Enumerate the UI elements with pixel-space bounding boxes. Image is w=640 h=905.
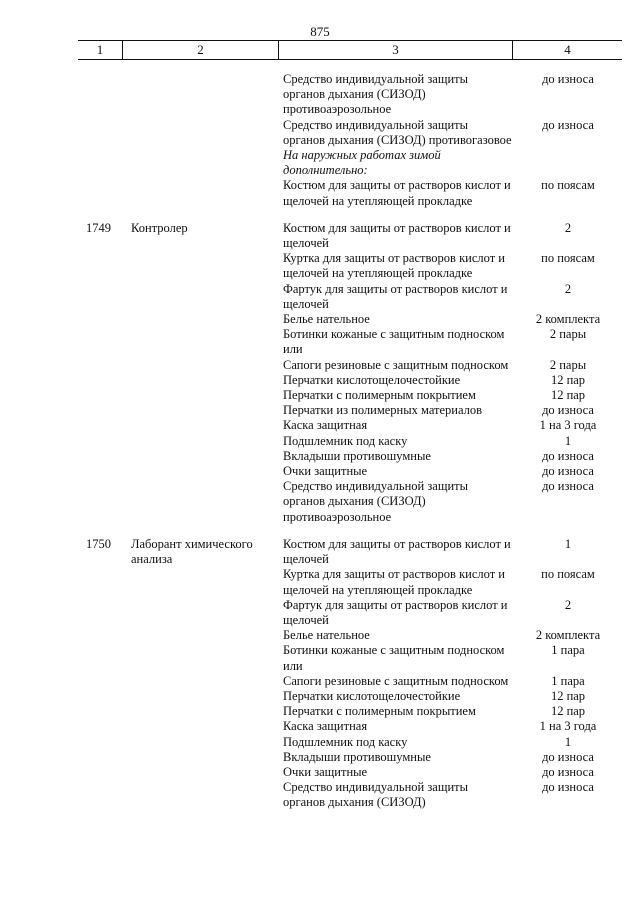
list-item xyxy=(283,750,623,765)
item-norm: до износа xyxy=(542,403,594,418)
item-name: Белье нательное xyxy=(283,312,370,327)
item-norm: 2 пары xyxy=(549,327,587,342)
item-name: Вкладыши противошумные xyxy=(283,448,431,463)
item-name: На наружных работах зимой дополнительно: xyxy=(283,148,441,178)
item-name: Перчатки из полимерных материалов xyxy=(283,403,483,418)
list-item xyxy=(283,719,623,734)
item-norm: 1 xyxy=(564,734,572,749)
table-row xyxy=(0,221,640,525)
item-name: Куртка для защиты от растворов кислот и щелочей на утепляющей прокладке xyxy=(283,251,505,281)
item-name: Средство индивидуальной защиты органов дыхания (СИЗОД) противоаэрозольное xyxy=(283,72,469,117)
item-norm: до износа xyxy=(542,780,594,795)
list-item xyxy=(283,434,623,449)
item-norm: 2 пары xyxy=(549,357,587,372)
list-item xyxy=(283,312,623,327)
item-name: Ботинки кожаные с защитным подноском или xyxy=(283,643,505,673)
item-name: Каска защитная xyxy=(283,418,368,433)
item-norm: до износа xyxy=(542,764,594,779)
item-norm: до износа xyxy=(542,448,594,463)
list-item xyxy=(283,449,623,464)
item-norm: до износа xyxy=(542,749,594,764)
list-item xyxy=(283,403,623,418)
item-name: Костюм для защиты от растворов кислот и щелочей xyxy=(283,220,511,251)
row-number: 1750 xyxy=(86,536,111,551)
item-norm: 12 пар xyxy=(550,372,586,387)
column-header-row xyxy=(78,40,622,60)
item-name: Сапоги резиновые с защитным подноском xyxy=(283,357,509,372)
profession-name: Контролер xyxy=(131,220,188,235)
item-norm: 1 на 3 года xyxy=(539,418,597,433)
item-norm: 2 xyxy=(564,281,572,296)
list-item xyxy=(283,118,623,148)
table-row xyxy=(0,72,640,209)
list-item xyxy=(283,178,623,208)
list-item xyxy=(283,780,623,810)
item-norm: 2 комплекта xyxy=(535,628,601,643)
item-name: Средство индивидуальной защиты органов дыхания (СИЗОД) противоаэрозольное xyxy=(283,479,469,524)
column-header-3: 3 xyxy=(278,41,512,59)
item-name: Фартук для защиты от растворов кислот и щелочей xyxy=(283,281,508,311)
list-item xyxy=(283,643,623,673)
list-item xyxy=(283,327,623,357)
list-item xyxy=(283,567,623,597)
item-norm: 12 пар xyxy=(550,388,586,403)
list-item xyxy=(283,221,623,251)
item-name: Фартук для защиты от растворов кислот и щелочей xyxy=(283,597,508,627)
item-name: Костюм для защиты от растворов кислот и щелочей xyxy=(283,536,511,567)
item-name: Подшлемник под каску xyxy=(283,433,408,448)
list-item xyxy=(283,282,623,312)
item-norm: 2 комплекта xyxy=(535,312,601,327)
item-norm: 2 xyxy=(564,597,572,612)
item-norm: по поясам xyxy=(541,178,595,193)
norms-table-body xyxy=(0,72,640,811)
column-header-4: 4 xyxy=(512,41,622,59)
item-norm: по поясам xyxy=(541,251,595,266)
item-name: Средство индивидуальной защиты органов дыхания (СИЗОД) xyxy=(283,780,469,810)
item-name: Средство индивидуальной защиты органов дыхания (СИЗОД) противогазовое xyxy=(283,117,512,147)
protection-items-list xyxy=(283,537,623,811)
item-name: Перчатки кислотощелочестойкие xyxy=(283,688,461,703)
item-norm: по поясам xyxy=(541,567,595,582)
item-norm: до износа xyxy=(542,464,594,479)
list-item xyxy=(283,537,623,567)
item-name: Вкладыши противошумные xyxy=(283,749,431,764)
list-item xyxy=(283,765,623,780)
protection-items-list xyxy=(283,221,623,525)
list-item xyxy=(283,373,623,388)
protection-items-list xyxy=(283,72,623,209)
list-item xyxy=(283,358,623,373)
list-item xyxy=(283,72,623,118)
item-name: Перчатки с полимерным покрытием xyxy=(283,704,476,719)
item-norm xyxy=(513,148,623,178)
list-item xyxy=(283,479,623,525)
item-name: Костюм для защиты от растворов кислот и щелочей на утепляющей прокладке xyxy=(283,178,511,208)
item-norm: до износа xyxy=(542,479,594,494)
list-item xyxy=(283,735,623,750)
item-name: Очки защитные xyxy=(283,764,368,779)
item-name: Перчатки с полимерным покрытием xyxy=(283,388,476,403)
list-item xyxy=(283,704,623,719)
item-name: Каска защитная xyxy=(283,719,368,734)
item-norm: 1 xyxy=(564,536,572,551)
item-name: Сапоги резиновые с защитным подноском xyxy=(283,673,509,688)
item-norm: 1 пара xyxy=(551,643,585,658)
item-norm: 2 xyxy=(564,220,572,235)
item-name: Подшлемник под каску xyxy=(283,734,408,749)
item-name: Куртка для защиты от растворов кислот и щелочей на утепляющей прокладке xyxy=(283,567,505,597)
item-norm: 12 пар xyxy=(550,704,586,719)
column-header-2: 2 xyxy=(122,41,278,59)
profession-name: Лаборант химического анализа xyxy=(131,536,253,566)
list-item xyxy=(283,628,623,643)
list-item xyxy=(283,598,623,628)
item-norm: 1 пара xyxy=(551,673,585,688)
item-norm: до износа xyxy=(542,117,594,132)
item-name: Перчатки кислотощелочестойкие xyxy=(283,372,461,387)
section-note xyxy=(283,148,623,178)
item-name: Очки защитные xyxy=(283,464,368,479)
table-row xyxy=(0,537,640,811)
list-item xyxy=(283,388,623,403)
item-name: Ботинки кожаные с защитным подноском или xyxy=(283,327,505,357)
list-item xyxy=(283,689,623,704)
list-item xyxy=(283,251,623,281)
item-norm: до износа xyxy=(542,72,594,86)
list-item xyxy=(283,464,623,479)
item-norm: 1 xyxy=(564,433,572,448)
item-norm: 1 на 3 года xyxy=(539,719,597,734)
list-item xyxy=(283,674,623,689)
page-number: 875 xyxy=(310,24,330,39)
list-item xyxy=(283,418,623,433)
column-header-1: 1 xyxy=(96,42,104,57)
row-number: 1749 xyxy=(86,220,111,235)
item-name: Белье нательное xyxy=(283,628,370,643)
item-norm: 12 пар xyxy=(550,688,586,703)
